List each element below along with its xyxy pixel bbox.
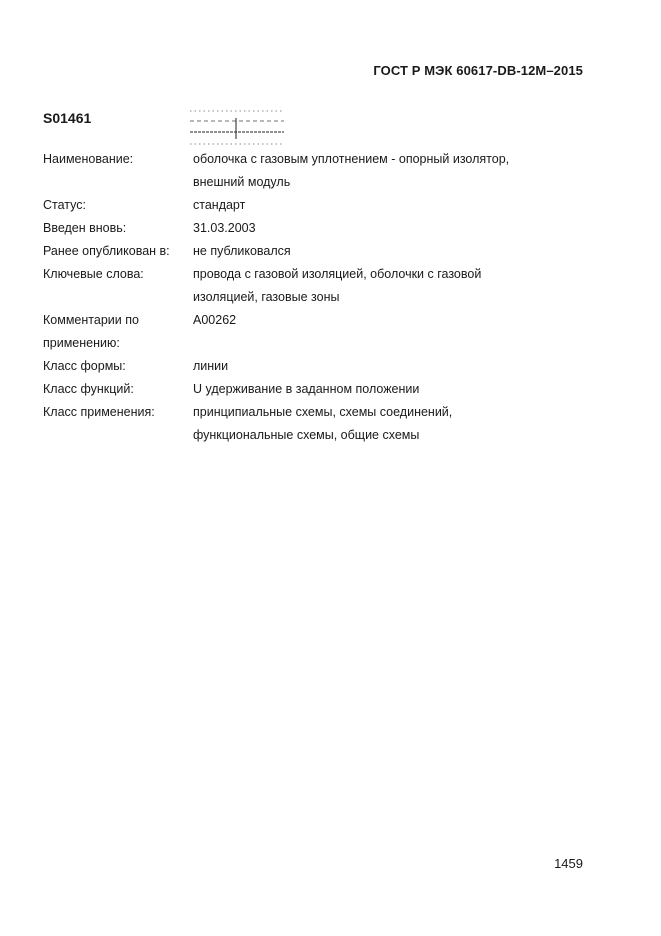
property-row — [43, 148, 563, 171]
property-row — [43, 424, 563, 447]
property-label — [43, 424, 193, 447]
property-value: 31.03.2003 — [193, 221, 256, 235]
property-row — [43, 286, 563, 309]
property-label: Введен вновь: — [43, 221, 127, 235]
property-value: оболочка с газовым уплотнением - опорный изолятор, — [193, 152, 510, 166]
property-row — [43, 401, 563, 424]
property-row — [43, 240, 563, 263]
property-row — [43, 309, 563, 332]
property-label: Статус: — [43, 198, 86, 212]
property-row — [43, 217, 563, 240]
properties-list — [43, 148, 563, 447]
property-label: Наименование: — [43, 152, 134, 166]
property-label — [43, 171, 193, 194]
property-label: Комментарии по — [43, 313, 139, 327]
property-label — [43, 286, 193, 309]
property-row — [43, 263, 563, 286]
property-row — [43, 332, 563, 355]
property-value: линии — [193, 359, 229, 373]
property-label: Класс функций: — [43, 382, 134, 396]
property-row — [43, 194, 563, 217]
property-row — [43, 171, 563, 194]
property-label: Класс применения: — [43, 405, 155, 419]
header-standard: ГОСТ Р МЭК 60617-DB-12M–2015 — [373, 63, 583, 78]
symbol-code: S01461 — [43, 110, 92, 126]
property-label: Ключевые слова: — [43, 267, 144, 281]
property-value: U удерживание в заданном положении — [193, 382, 420, 396]
property-value — [193, 332, 563, 355]
property-value: провода с газовой изоляцией, оболочки с газовой — [193, 267, 482, 281]
property-value: не публиковался — [193, 244, 291, 258]
property-row — [43, 355, 563, 378]
property-label: применению: — [43, 336, 120, 350]
property-value: принципиальные схемы, схемы соединений, — [193, 405, 453, 419]
property-label: Класс формы: — [43, 359, 126, 373]
property-value: изоляцией, газовые зоны — [193, 290, 340, 304]
symbol-figure — [190, 108, 284, 148]
property-value: внешний модуль — [193, 175, 291, 189]
property-value: функциональные схемы, общие схемы — [193, 428, 420, 442]
property-value: A00262 — [193, 313, 237, 327]
property-row — [43, 378, 563, 401]
page-number: 1459 — [554, 856, 583, 871]
property-label: Ранее опубликован в: — [43, 244, 170, 258]
property-value: стандарт — [193, 198, 246, 212]
